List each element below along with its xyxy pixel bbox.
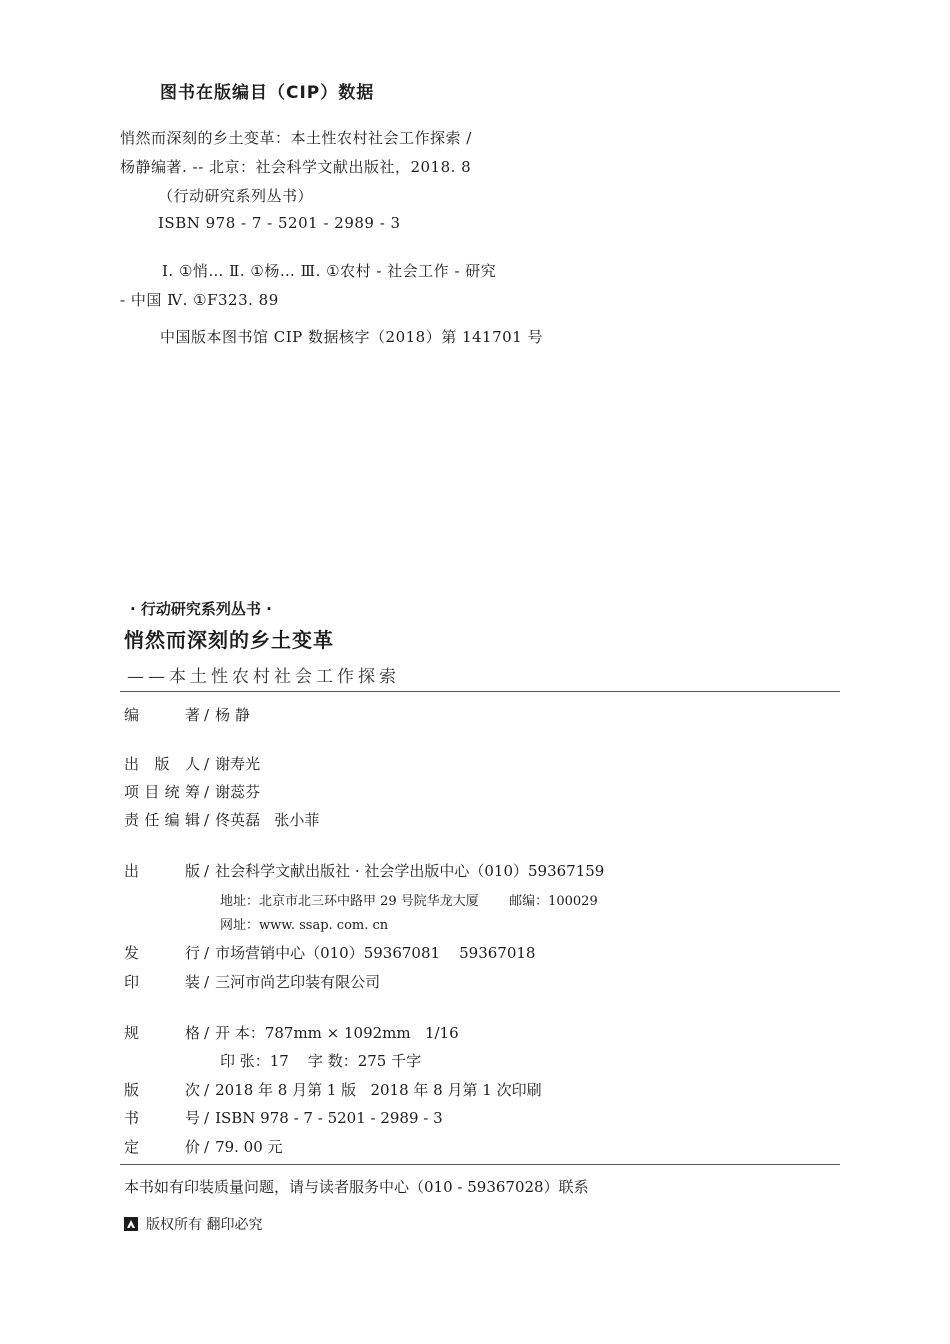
author-value: 杨 静 xyxy=(215,706,250,724)
cip-record-number: 中国版本图书馆 CIP 数据核字（2018）第 141701 号 xyxy=(160,328,544,346)
format-row xyxy=(124,1022,459,1043)
printing-value: 三河市尚艺印装有限公司 xyxy=(215,973,381,991)
cip-series-line: （行动研究系列丛书） xyxy=(158,187,314,205)
edition-label: 版次 xyxy=(124,1081,200,1099)
edition-value: 2018 年 8 月第 1 版 2018 年 8 月第 1 次印刷 xyxy=(215,1081,542,1099)
cip-heading: 图书在版编目（CIP）数据 xyxy=(160,83,375,103)
publisher-sep: / xyxy=(204,862,210,880)
distribution-label: 发行 xyxy=(124,944,200,962)
printing-row xyxy=(124,971,380,992)
quality-notice: 本书如有印装质量问题，请与读者服务中心（010 - 59367028）联系 xyxy=(124,1178,589,1196)
editors-value: 佟英磊 张小菲 xyxy=(215,811,320,829)
sheets-row xyxy=(220,1050,421,1071)
publisher-person-value: 谢寿光 xyxy=(215,755,261,773)
project-coordinator-label: 项目统筹 xyxy=(124,783,200,801)
editors-label: 责任编辑 xyxy=(124,811,200,829)
address-row xyxy=(220,890,598,909)
cip-author-line: 杨静编著. -- 北京：社会科学文献出版社，2018. 8 xyxy=(120,158,472,176)
series-name: · 行动研究系列丛书 · xyxy=(130,600,272,618)
project-coordinator-value: 谢蕊芬 xyxy=(215,783,261,801)
author-sep: / xyxy=(204,706,210,724)
cip-title-line: 悄然而深刻的乡土变革：本土性农村社会工作探索 / xyxy=(120,129,472,147)
format-sep: / xyxy=(204,1024,210,1042)
format-value: 开 本：787mm × 1092mm 1/16 xyxy=(215,1024,459,1042)
publisher-row xyxy=(124,860,604,881)
price-sep: / xyxy=(204,1138,210,1156)
edition-sep: / xyxy=(204,1081,210,1099)
publisher-person-label: 出版人 xyxy=(124,755,200,773)
printing-label: 印装 xyxy=(124,973,200,991)
publisher-label: 出版 xyxy=(124,862,200,880)
book-title: 悄然而深刻的乡土变革 xyxy=(124,628,334,652)
publisher-person-sep: / xyxy=(204,755,210,773)
rights-text: 版权所有 翻印必究 xyxy=(146,1217,263,1233)
rights-line xyxy=(124,1214,262,1234)
cip-classification-line: Ⅰ. ①悄… Ⅱ. ①杨… Ⅲ. ①农村 - 社会工作 - 研究 xyxy=(162,262,497,280)
author-row xyxy=(124,704,250,725)
price-value: 79. 00 元 xyxy=(215,1138,283,1156)
printing-sep: / xyxy=(204,973,210,991)
top-divider xyxy=(120,691,840,692)
publisher-value: 社会科学文献出版社 · 社会学出版中心（010）59367159 xyxy=(215,862,605,880)
sheets-value: 印 张：17 字 数：275 千字 xyxy=(220,1052,422,1070)
isbn-label: 书号 xyxy=(124,1109,200,1127)
editors-sep: / xyxy=(204,811,210,829)
price-label: 定价 xyxy=(124,1138,200,1156)
isbn-value: ISBN 978 - 7 - 5201 - 2989 - 3 xyxy=(215,1109,443,1127)
postcode-text: 邮编：100029 xyxy=(509,894,598,909)
cip-classification-line-2: - 中国 Ⅳ. ①F323. 89 xyxy=(120,291,279,309)
bottom-divider xyxy=(120,1164,840,1165)
isbn-row xyxy=(124,1107,443,1128)
author-label: 编著 xyxy=(124,706,200,724)
website-text: 网址：www. ssap. com. cn xyxy=(220,918,389,933)
address-text: 地址：北京市北三环中路甲 29 号院华龙大厦 xyxy=(220,894,479,909)
website-row xyxy=(220,914,388,933)
edition-row xyxy=(124,1079,542,1100)
cip-isbn-line: ISBN 978 - 7 - 5201 - 2989 - 3 xyxy=(158,214,401,232)
distribution-row xyxy=(124,942,535,963)
project-coordinator-row xyxy=(124,781,260,802)
book-subtitle: ——本土性农村社会工作探索 xyxy=(127,667,400,687)
distribution-value: 市场营销中心（010）59367081 59367018 xyxy=(215,944,536,962)
project-coordinator-sep: / xyxy=(204,783,210,801)
isbn-sep: / xyxy=(204,1109,210,1127)
ssap-logo-icon xyxy=(124,1217,138,1231)
price-row xyxy=(124,1136,283,1157)
publisher-person-row xyxy=(124,753,260,774)
editors-row xyxy=(124,809,319,830)
distribution-sep: / xyxy=(204,944,210,962)
format-label: 规格 xyxy=(124,1024,200,1042)
